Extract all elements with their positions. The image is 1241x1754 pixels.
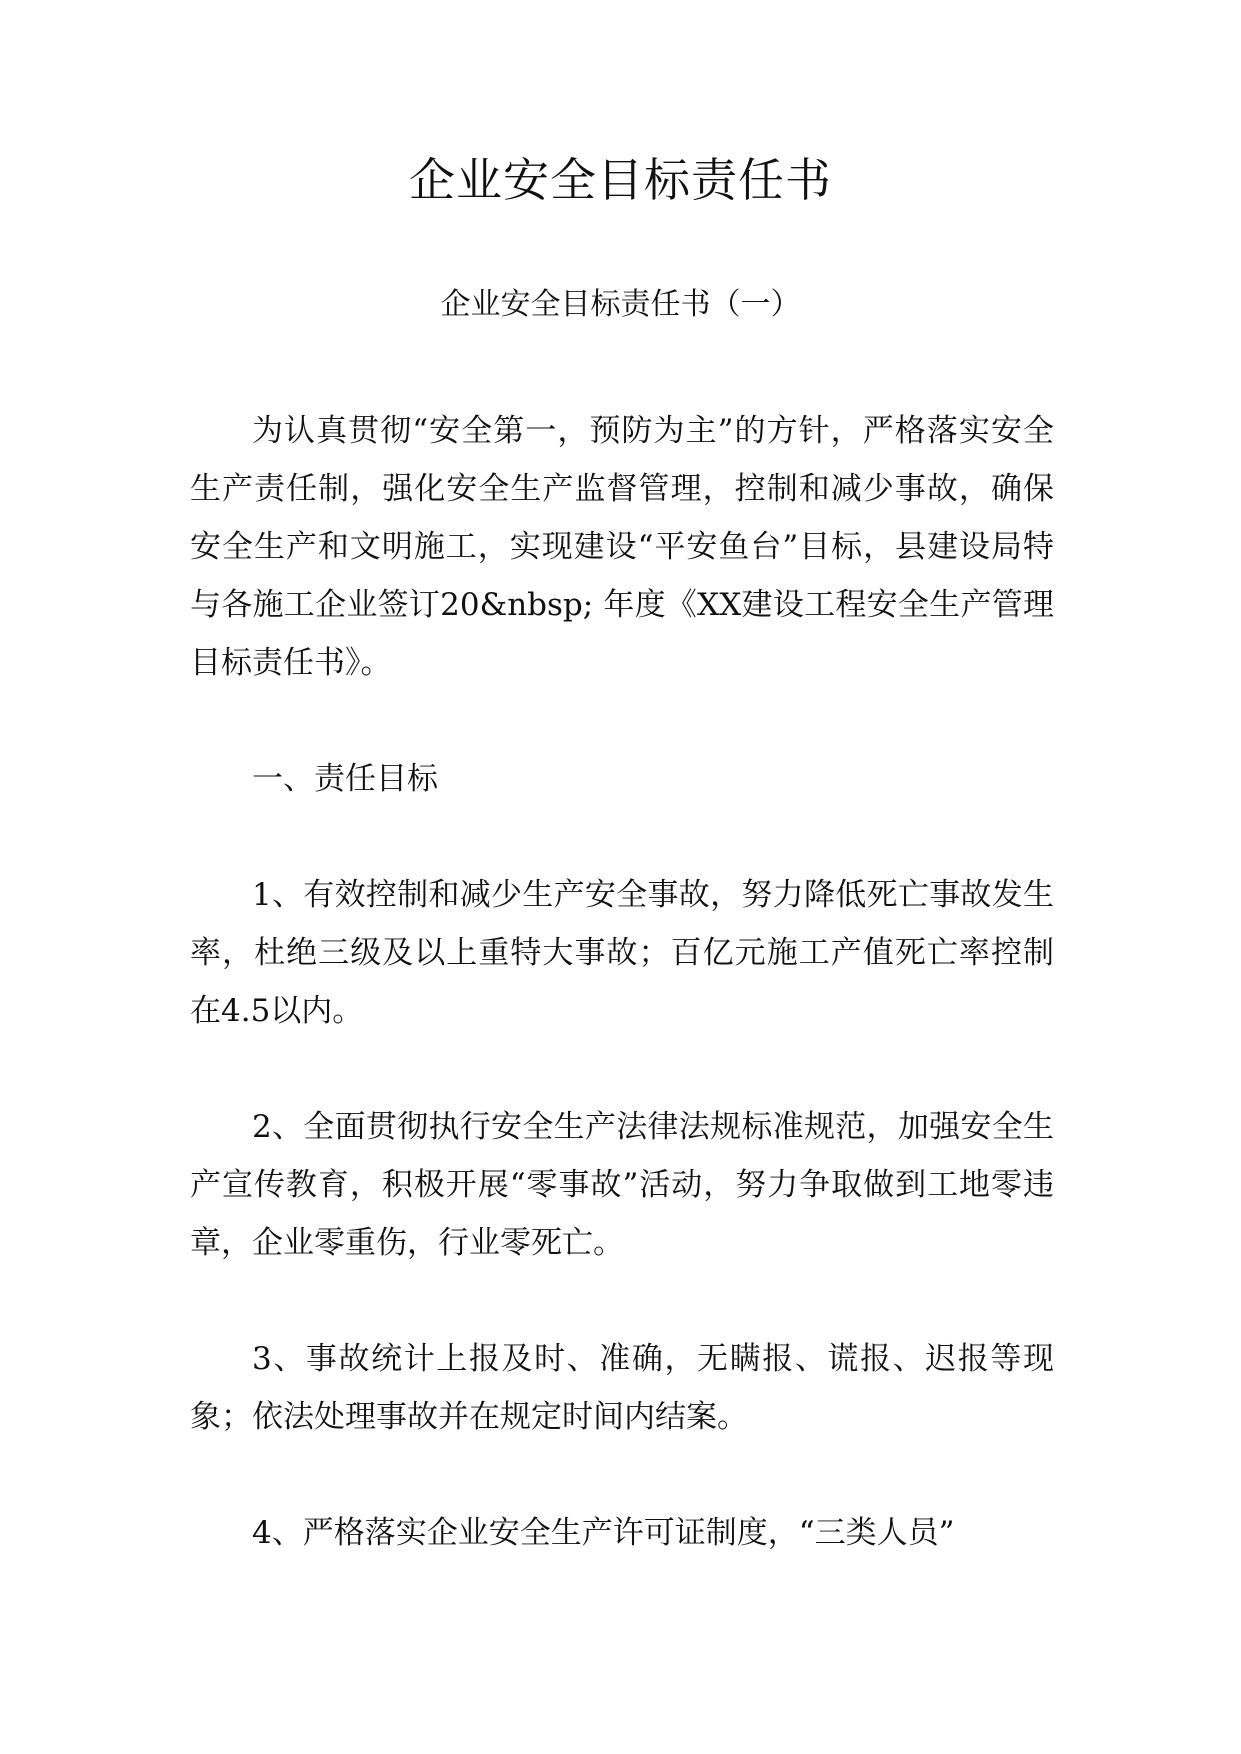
intro-paragraph: 为认真贯彻“安全第一，预防为主”的方针，严格落实安全生产责任制，强化安全生产监督管理，控制和减少事故，确保安全生产和文明施工，实现建设“平安鱼台”目标，县建设局特与各施工企业签订20&nbsp; 年度《XX建设工程安全生产管理目标责任书》。 — [190, 413, 1054, 681]
section-heading-responsibility-goals: 一、责任目标 — [252, 761, 438, 797]
goal-item-3: 3、事故统计上报及时、准确，无瞒报、谎报、迟报等现象；依法处理事故并在规定时间内结案。 — [190, 1341, 1054, 1435]
goal-item-2: 2、全面贯彻执行安全生产法律法规标准规范，加强安全生产宣传教育，积极开展“零事故”活动，努力争取做到工地零违章，企业零重伤，行业零死亡。 — [190, 1109, 1054, 1261]
document-title: 企业安全目标责任书 — [409, 153, 832, 207]
document-subtitle: 企业安全目标责任书（一） — [440, 287, 801, 322]
goal-item-4: 4、严格落实企业安全生产许可证制度，“三类人员” — [252, 1515, 955, 1551]
goal-item-1: 1、有效控制和减少生产安全事故，努力降低死亡事故发生率，杜绝三级及以上重特大事故；百亿元施工产值死亡率控制在4.5以内。 — [190, 877, 1054, 1029]
